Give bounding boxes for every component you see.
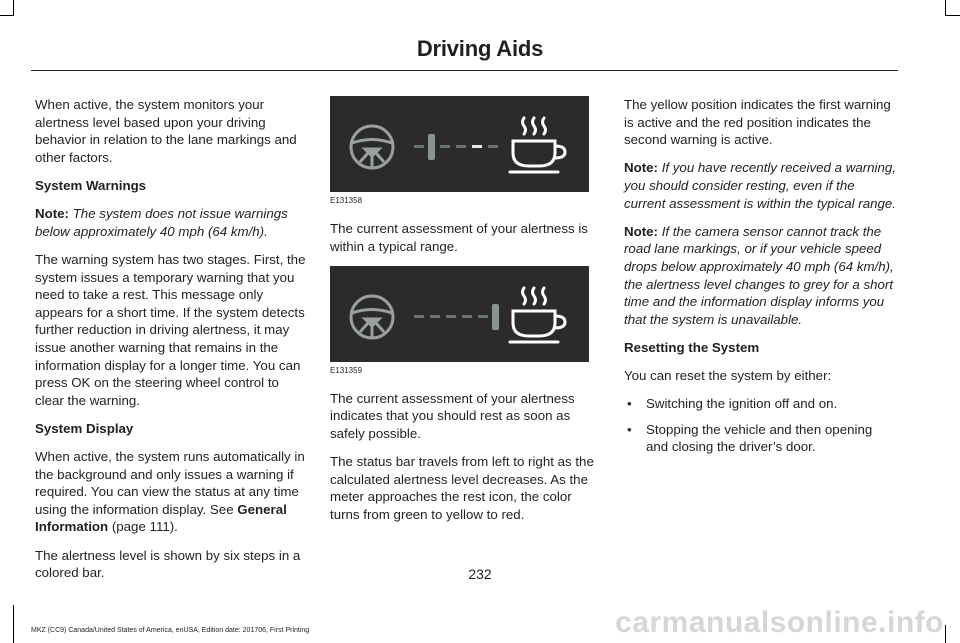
paragraph xyxy=(35,448,307,536)
steering-wheel-icon xyxy=(351,126,393,168)
paragraph: The warning system has two stages. First, the system issues a temporary warning that you need to take a rest. This message only appears for a short time. If the system detects further reduction in driving alertness, it may issue another warning that remains in the information display for a longer time. You can press OK on the steering wheel control to clear the warning. xyxy=(35,251,306,408)
crop-mark xyxy=(0,15,14,16)
figure-code: E131358 xyxy=(330,196,363,205)
alertness-display-figure-rest xyxy=(330,266,589,362)
note xyxy=(624,159,896,212)
crop-mark xyxy=(13,0,14,16)
column-middle xyxy=(330,96,602,534)
list-item: • Switching the ignition off and on. xyxy=(624,395,896,413)
note-text: If you have recently received a warning, you should consider resting, even if the current assessment is within the typical range. xyxy=(624,160,896,211)
alertness-display-figure-typical xyxy=(330,96,589,192)
paragraph-text: When active, the system runs automatically in the background and only issues a warning if required. You can view the status at any time using the information display. See xyxy=(35,449,305,517)
paragraph: You can reset the system by either: xyxy=(624,368,832,384)
paragraph: The yellow position indicates the first warning is active and the red position indicates the second warning is active. xyxy=(624,97,891,148)
page-reference: (page 111). xyxy=(111,519,178,535)
section-heading-system-display: System Display xyxy=(35,420,134,436)
alertness-meter-graphic xyxy=(330,266,589,362)
paragraph: The status bar travels from left to right as the calculated alertness level decreases. As the meter approaches the rest icon, the color turns from green to yellow to red. xyxy=(330,454,594,522)
coffee-cup-icon xyxy=(510,118,565,172)
note-text: If the camera sensor cannot track the road lane markings, or if your vehicle speed drops below approximately 40 mph (64 km/h), the alertness level changes to grey for a short time and the information display informs you that the system is unavailable. xyxy=(624,223,894,327)
watermark: carmanualsonline.info xyxy=(615,606,944,639)
note-label: Note: xyxy=(35,206,69,222)
paragraph: The alertness level is shown by six steps in a colored bar. xyxy=(35,547,301,581)
page-number: 232 xyxy=(468,566,492,582)
note xyxy=(624,223,896,329)
note-text: The system does not issue warnings below approximately 40 mph (64 km/h). xyxy=(35,206,288,239)
header-divider xyxy=(31,70,898,71)
paragraph: The current assessment of your alertness is within a typical range. xyxy=(330,221,588,254)
paragraph: When active, the system monitors your alertness level based upon your driving behavior in relation to the lane markings and other factors. xyxy=(35,97,297,165)
crop-mark xyxy=(945,625,946,643)
crop-mark xyxy=(945,0,946,16)
section-heading-system-warnings: System Warnings xyxy=(35,177,147,193)
page-title: Driving Aids xyxy=(416,36,544,61)
crop-mark xyxy=(13,605,14,643)
coffee-cup-icon xyxy=(510,288,565,342)
list-item: • Stopping the vehicle and then opening and closing the driver’s door. xyxy=(624,421,896,456)
note xyxy=(35,205,307,240)
section-heading-resetting-the-system: Resetting the System xyxy=(624,339,760,355)
note-label: Note: xyxy=(624,223,658,239)
alertness-level-bar xyxy=(414,134,498,160)
crop-mark xyxy=(946,15,960,16)
alertness-meter-graphic xyxy=(330,96,589,192)
alertness-level-bar xyxy=(414,304,499,330)
cross-reference-link[interactable]: General Information xyxy=(35,501,287,535)
steering-wheel-icon xyxy=(351,296,393,338)
paragraph: The current assessment of your alertness indicates that you should rest as soon as safely possible. xyxy=(330,390,575,441)
column-left xyxy=(35,96,307,592)
footer-edition-info: MKZ (CC9) Canada/United States of America, enUSA, Edition date: 201706, First Printing xyxy=(31,627,310,634)
note-label: Note: xyxy=(624,160,658,176)
bullet-list xyxy=(624,395,896,456)
figure-code: E131359 xyxy=(330,365,363,375)
column-right xyxy=(624,96,896,464)
